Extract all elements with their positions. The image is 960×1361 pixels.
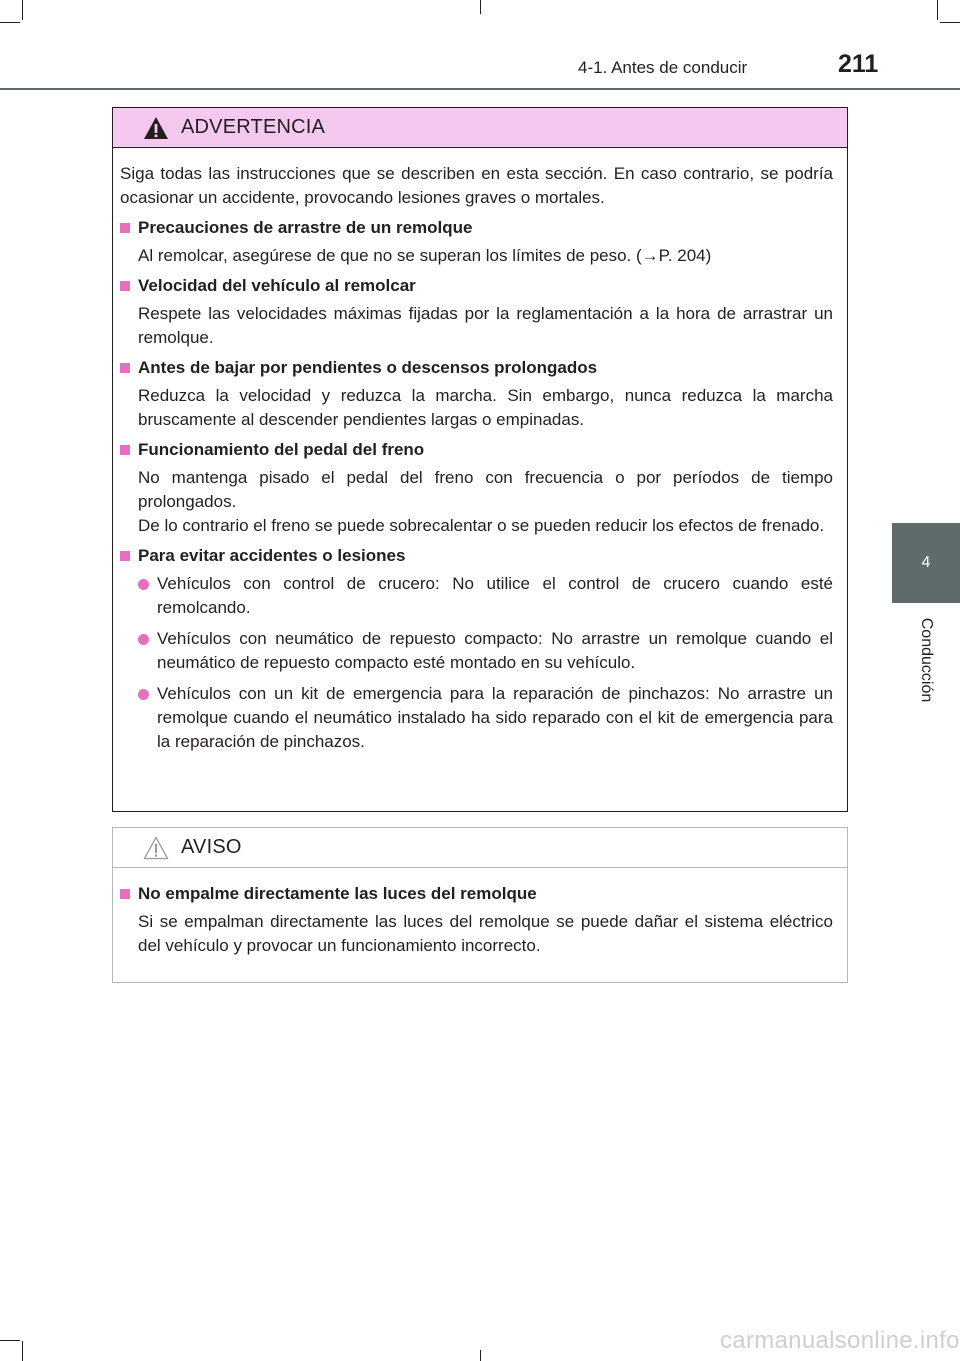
square-bullet-icon [120,223,130,233]
notice-body [113,868,847,958]
crop-mark-top-left-v [22,0,23,20]
crop-mark-top-left-h [0,22,20,23]
chapter-label: Conducción [918,617,935,703]
list-item-text: Vehículos con neumático de repuesto compacto: No arrastre un remolque cuando el neumático de repuesto compacto esté montado en su vehículo. [157,629,833,672]
section-heading [120,544,833,568]
warning-box [112,107,848,812]
square-bullet-icon [120,551,130,561]
crop-mark-bottom-left-v [22,1341,23,1361]
crop-mark-bottom-center-v [480,1350,481,1361]
notice-box [112,827,848,983]
section-heading-text: Para evitar accidentes o lesiones [138,546,406,565]
chapter-tab[interactable] [892,523,960,603]
square-bullet-icon [120,889,130,899]
section-paragraph: Al remolcar, asegúrese de que no se superan los límites de peso. (→P. 204) [138,246,712,265]
section-heading [120,274,833,298]
section-paragraph: Reduzca la velocidad y reduzca la marcha. Sin embargo, nunca reduzca la marcha bruscamente al descender pendientes largas o empinadas. [138,386,833,429]
crop-mark-top-center-v [480,0,481,14]
section-heading-text: Precauciones de arrastre de un remolque [138,218,473,237]
notice-paragraph: Si se empalman directamente las luces del remolque se puede dañar el sistema eléctrico del vehículo y provocar un funcionamiento incorrecto. [138,912,833,955]
square-bullet-icon [120,363,130,373]
warning-header [113,108,847,148]
crop-mark-bottom-left-h [0,1340,20,1341]
notice-header [113,828,847,868]
list-item-text: Vehículos con un kit de emergencia para la reparación de pinchazos: No arrastre un remolque cuando el neumático instalado ha sido reparado con el kit de emergencia para la reparación de pinchazos. [157,684,833,751]
list-item [120,572,833,620]
watermark: carmanualsonline.info [720,1327,960,1354]
chapter-number: 4 [921,554,931,571]
section-heading [120,356,833,380]
header-rule [0,88,960,90]
section-heading [120,438,833,462]
section-paragraph: No mantenga pisado el pedal del freno con frecuencia o por períodos de tiempo prolongados. [138,468,833,511]
circle-bullet-icon [138,634,149,645]
warning-body [113,148,847,754]
square-bullet-icon [120,445,130,455]
caution-triangle-outline-icon [143,836,169,860]
list-item [120,682,833,754]
crop-mark-top-right-v [937,0,938,20]
warning-title: ADVERTENCIA [181,116,326,138]
section-heading-text: Funcionamiento del pedal del freno [138,440,425,459]
square-bullet-icon [120,281,130,291]
warning-triangle-icon [143,116,169,140]
section-heading-text: Velocidad del vehículo al remolcar [138,276,416,295]
section-title: 4-1. Antes de conducir [578,58,748,77]
section-heading [120,216,833,240]
crop-mark-top-right-h [940,22,960,23]
page-number: 211 [838,50,879,78]
circle-bullet-icon [138,689,149,700]
notice-heading-text: No empalme directamente las luces del remolque [138,884,537,903]
warning-intro: Siga todas las instrucciones que se describen en esta sección. En caso contrario, se podría ocasionar un accidente, provocando lesiones graves o mortales. [120,164,833,207]
list-item-text: Vehículos con control de crucero: No utilice el control de crucero cuando esté remolcando. [157,574,833,617]
section-paragraph: De lo contrario el freno se puede sobrecalentar o se pueden reducir los efectos de frenado. [138,516,825,535]
circle-bullet-icon [138,579,149,590]
notice-heading [120,882,833,906]
list-item [120,627,833,675]
notice-title: AVISO [181,836,242,858]
section-heading-text: Antes de bajar por pendientes o descensos prolongados [138,358,598,377]
section-paragraph: Respete las velocidades máximas fijadas por la reglamentación a la hora de arrastrar un remolque. [138,304,833,347]
